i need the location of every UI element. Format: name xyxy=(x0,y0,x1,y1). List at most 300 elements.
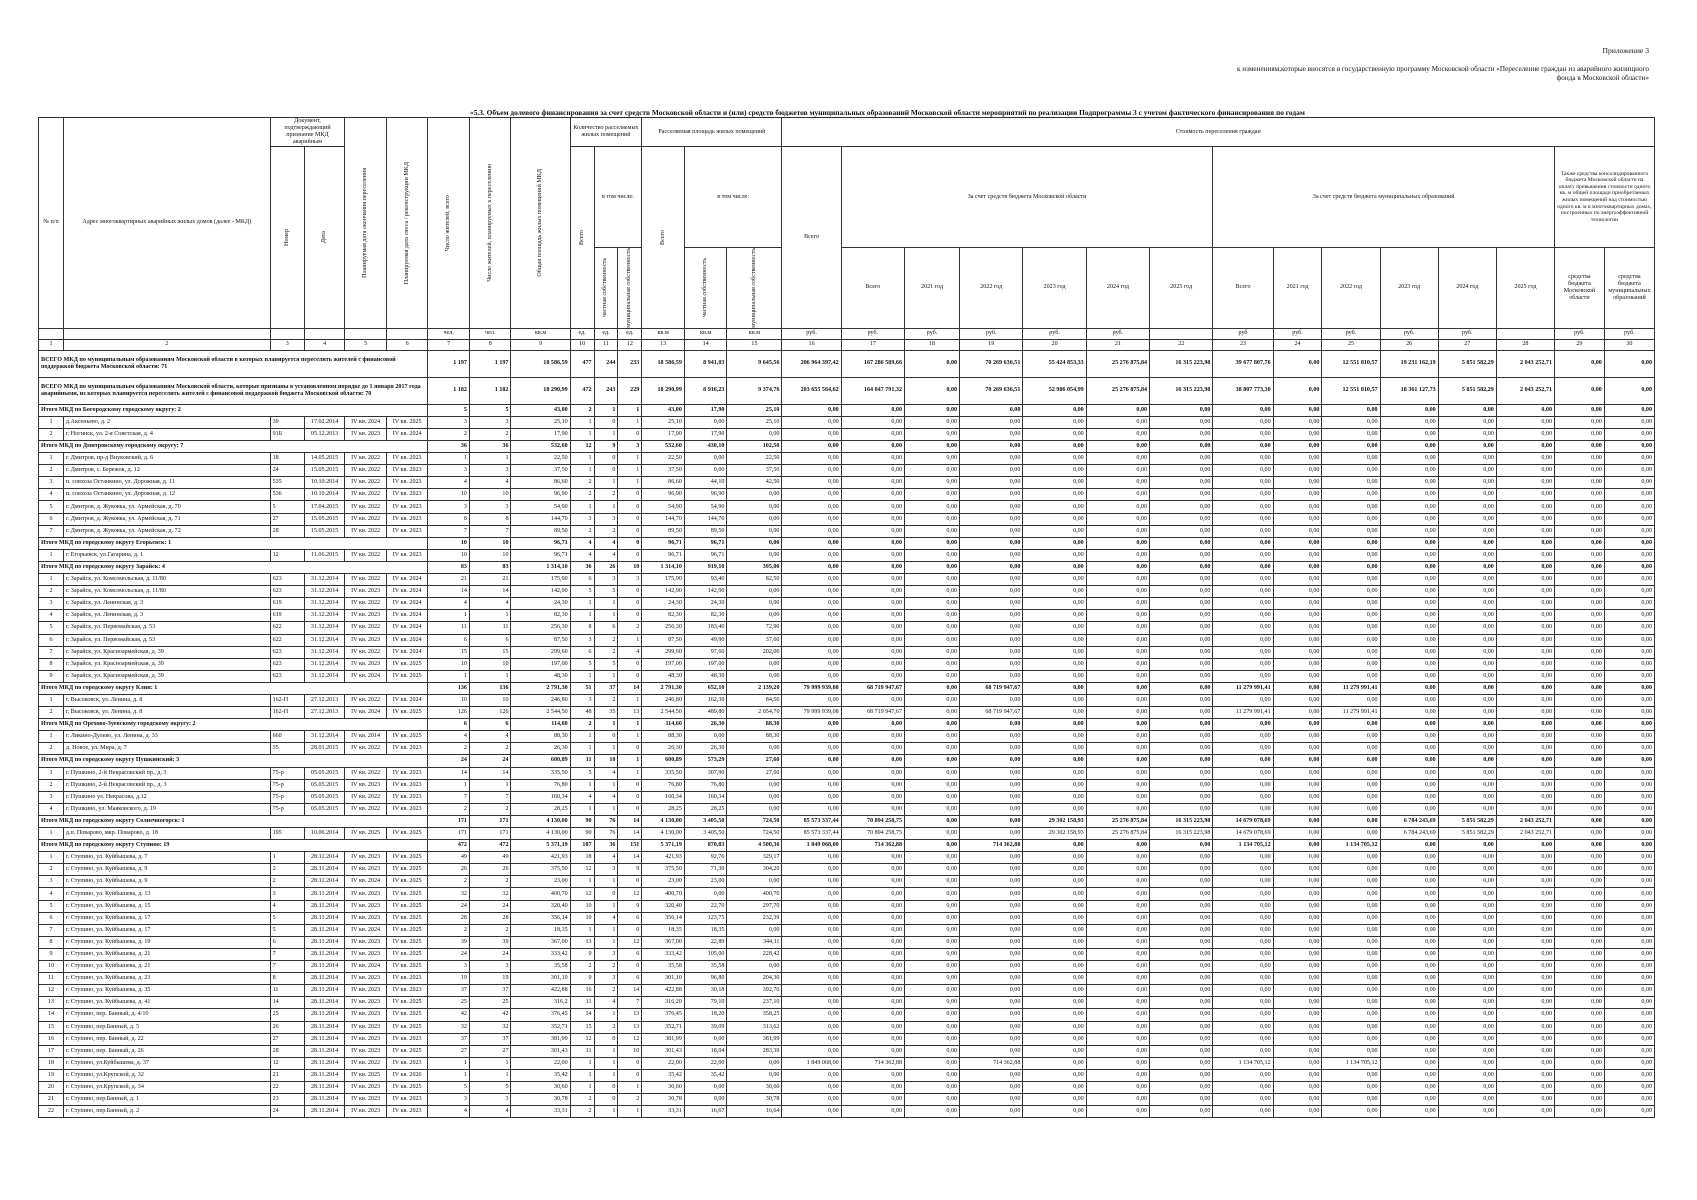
row-number: 7 xyxy=(39,525,64,537)
value-cell: 42 xyxy=(469,1009,511,1021)
address-cell: г. Ступино, пер.Банный, д. 5 xyxy=(63,1021,270,1033)
value-cell: 0,00 xyxy=(905,719,960,731)
value-cell: 320,40 xyxy=(511,900,570,912)
value-cell: 22,70 xyxy=(684,900,727,912)
value-cell: 0,00 xyxy=(1496,622,1554,634)
value-cell: 0,00 xyxy=(1322,1021,1380,1033)
value-cell: 171 xyxy=(469,815,511,827)
value-cell: 0,00 xyxy=(684,731,727,743)
column-number: 10 xyxy=(570,339,594,350)
value-cell: 17,90 xyxy=(511,428,570,440)
value-cell: 123,75 xyxy=(684,912,727,924)
value-cell: 0,00 xyxy=(1496,465,1554,477)
value-cell: 0,00 xyxy=(905,1069,960,1081)
value-cell: 0,00 xyxy=(1023,404,1086,416)
col-plan-end-header: Планируемая дата окончания переселения xyxy=(345,118,387,329)
value-cell: 1 xyxy=(594,610,618,622)
value-cell: 142,90 xyxy=(684,586,727,598)
value-cell: 0,00 xyxy=(1555,416,1605,428)
value-cell: 0,00 xyxy=(1555,598,1605,610)
value-cell: 2 139,20 xyxy=(727,682,782,694)
unit-cell xyxy=(345,328,387,339)
value-cell: 5 xyxy=(570,586,594,598)
value-cell: 0,00 xyxy=(1496,1045,1554,1057)
value-cell: 0,00 xyxy=(1438,707,1496,719)
value-cell: 7 xyxy=(428,525,470,537)
row-number: 2 xyxy=(39,707,64,719)
value-cell: 0,00 xyxy=(1555,1069,1605,1081)
value-cell: 11 xyxy=(428,622,470,634)
value-cell: 0,00 xyxy=(684,888,727,900)
row-number: 17 xyxy=(39,1045,64,1057)
value-cell: 0 xyxy=(618,1057,642,1069)
value-cell: 10 xyxy=(428,489,470,501)
value-cell: 27,60 xyxy=(727,755,782,767)
value-cell: 421,93 xyxy=(511,852,570,864)
value-cell: 0,00 xyxy=(1273,549,1322,561)
value-cell: 0,00 xyxy=(1273,634,1322,646)
value-cell: 0,00 xyxy=(1380,1081,1438,1093)
value-cell: 0 xyxy=(618,586,642,598)
value-cell: 0,00 xyxy=(1322,1009,1380,1021)
address-cell: г. Высоковск, ул. Ленина, д. 8 xyxy=(63,694,270,706)
value-cell: 68 719 947,67 xyxy=(841,707,904,719)
value-cell: 0,00 xyxy=(905,622,960,634)
row-number: 10 xyxy=(39,961,64,973)
value-cell: 0,00 xyxy=(1273,501,1322,513)
value-cell: 0,00 xyxy=(905,1094,960,1106)
doc-date-cell: 05.05.2015 xyxy=(304,791,345,803)
value-cell: 0,00 xyxy=(905,948,960,960)
value-cell: 0,00 xyxy=(727,876,782,888)
value-cell: 0,00 xyxy=(1604,961,1654,973)
value-cell: 160,34 xyxy=(511,791,570,803)
value-cell: 15 xyxy=(469,646,511,658)
value-cell: 0,00 xyxy=(782,598,841,610)
value-cell: 0,00 xyxy=(1150,840,1213,852)
value-cell: 38 807 773,30 xyxy=(1213,377,1273,404)
value-cell: 0,00 xyxy=(905,743,960,755)
value-cell: 175,90 xyxy=(642,574,685,586)
value-cell: 1 134 705,12 xyxy=(1322,840,1380,852)
value-cell: 0,00 xyxy=(1604,441,1654,453)
doc-number-cell: 25 xyxy=(270,1009,304,1021)
value-cell: 16 315 223,98 xyxy=(1150,828,1213,840)
value-cell: 0,00 xyxy=(1213,501,1273,513)
value-cell: 0,00 xyxy=(1555,743,1605,755)
value-cell: 0,00 xyxy=(1273,731,1322,743)
value-cell: 142,90 xyxy=(642,586,685,598)
value-cell: 0,00 xyxy=(1150,598,1213,610)
value-cell: 0,00 xyxy=(1150,1033,1213,1045)
value-cell: 0,00 xyxy=(1496,1081,1554,1093)
value-cell: 11 xyxy=(469,622,511,634)
value-cell: 3 xyxy=(570,694,594,706)
col-mun-2024-header: 2024 год xyxy=(1438,248,1496,329)
value-cell: 0,00 xyxy=(841,513,904,525)
value-cell: 96,90 xyxy=(642,489,685,501)
value-cell: 0 xyxy=(618,501,642,513)
value-cell: 400,70 xyxy=(511,888,570,900)
value-cell: 37,50 xyxy=(511,465,570,477)
value-cell: 0,00 xyxy=(1273,525,1322,537)
value-cell: 0,00 xyxy=(1086,948,1149,960)
plan-end-cell: IV кв. 2024 xyxy=(345,961,387,973)
value-cell: 0,00 xyxy=(1086,1009,1149,1021)
value-cell: 0,00 xyxy=(1438,743,1496,755)
unit-cell xyxy=(63,328,270,339)
table-row xyxy=(39,428,1655,440)
row-label: Итого МКД по городскому округу Солнечногорск: 1 xyxy=(39,815,428,827)
value-cell: 10 xyxy=(428,537,470,549)
value-cell: 0,00 xyxy=(960,924,1023,936)
value-cell: 0,00 xyxy=(841,1106,904,1118)
value-cell: 0,00 xyxy=(1213,719,1273,731)
value-cell: 0,00 xyxy=(1213,1021,1273,1033)
value-cell: 0,00 xyxy=(1555,755,1605,767)
value-cell: 0,00 xyxy=(1438,864,1496,876)
value-cell: 1 xyxy=(618,755,642,767)
value-cell: 256,30 xyxy=(511,622,570,634)
value-cell: 96,71 xyxy=(642,537,685,549)
value-cell: 0,00 xyxy=(1380,489,1438,501)
value-cell: 381,99 xyxy=(642,1033,685,1045)
value-cell: 89,50 xyxy=(684,525,727,537)
value-cell: 30,78 xyxy=(642,1094,685,1106)
value-cell: 0,00 xyxy=(1150,428,1213,440)
value-cell: 0,00 xyxy=(1380,453,1438,465)
value-cell: 0,00 xyxy=(841,852,904,864)
value-cell: 4 xyxy=(428,598,470,610)
value-cell: 0,00 xyxy=(1604,1094,1654,1106)
doc-number-cell: 91Б xyxy=(270,428,304,440)
plan-demol-cell: IV кв. 2025 xyxy=(386,670,428,682)
value-cell: 1 xyxy=(594,936,618,948)
value-cell: 4 xyxy=(594,549,618,561)
value-cell: 352,71 xyxy=(642,1021,685,1033)
column-number: 6 xyxy=(386,339,428,350)
value-cell: 0,00 xyxy=(1273,428,1322,440)
plan-end-cell: IV кв. 2023 xyxy=(345,1106,387,1118)
value-cell: 724,50 xyxy=(727,828,782,840)
unit-cell xyxy=(270,328,304,339)
doc-date-cell: 31.12.2014 xyxy=(304,634,345,646)
plan-end-cell: IV кв. 2024 xyxy=(345,416,387,428)
value-cell: 358,25 xyxy=(727,1009,782,1021)
value-cell: 0,00 xyxy=(1555,803,1605,815)
value-cell: 0,00 xyxy=(1023,561,1086,573)
value-cell: 0,00 xyxy=(1150,416,1213,428)
value-cell: 2 xyxy=(428,876,470,888)
value-cell: 316,2 xyxy=(511,997,570,1009)
value-cell: 18 290,99 xyxy=(642,377,685,404)
value-cell: 0,00 xyxy=(1086,428,1149,440)
value-cell: 0,00 xyxy=(960,828,1023,840)
value-cell: 0,00 xyxy=(1023,586,1086,598)
value-cell: 0,00 xyxy=(960,961,1023,973)
col-mun-2023-header: 2023 год xyxy=(1380,248,1438,329)
value-cell: 0,00 xyxy=(841,973,904,985)
value-cell: 0,00 xyxy=(1086,707,1149,719)
col-mun-total-header: Всего xyxy=(1213,248,1273,329)
value-cell: 0,00 xyxy=(905,477,960,489)
value-cell: 0,00 xyxy=(1023,924,1086,936)
value-cell: 14 679 078,69 xyxy=(1213,828,1273,840)
value-cell: 0,00 xyxy=(1438,694,1496,706)
value-cell: 3 xyxy=(428,465,470,477)
value-cell: 0,00 xyxy=(1213,997,1273,1009)
value-cell: 6 xyxy=(618,948,642,960)
value-cell: 164 847 791,32 xyxy=(841,377,904,404)
value-cell: 0,00 xyxy=(1273,377,1322,404)
value-cell: 16,64 xyxy=(727,1106,782,1118)
value-cell: 1 xyxy=(594,1009,618,1021)
address-cell: г. Зарайск, ул. Ленинская, д. 3 xyxy=(63,610,270,622)
value-cell: 4 500,36 xyxy=(727,840,782,852)
value-cell: 0,00 xyxy=(1322,719,1380,731)
plan-end-cell: IV кв. 2022 xyxy=(345,622,387,634)
value-cell: 16 xyxy=(570,985,594,997)
value-cell: 0,00 xyxy=(1496,743,1554,755)
value-cell: 0,00 xyxy=(1438,670,1496,682)
value-cell: 0,00 xyxy=(960,416,1023,428)
value-cell: 84,50 xyxy=(727,694,782,706)
value-cell: 1 xyxy=(570,670,594,682)
value-cell: 283,39 xyxy=(727,1045,782,1057)
value-cell: 0,00 xyxy=(1555,694,1605,706)
value-cell: 3 405,50 xyxy=(684,815,727,827)
plan-end-cell: IV кв. 2023 xyxy=(345,936,387,948)
value-cell: 0,00 xyxy=(1438,719,1496,731)
value-cell: 356,14 xyxy=(642,912,685,924)
unit-cell: руб. xyxy=(905,328,960,339)
value-cell: 36 xyxy=(594,840,618,852)
value-cell: 0,00 xyxy=(1555,1081,1605,1093)
value-cell: 0,00 xyxy=(1604,707,1654,719)
value-cell: 0,00 xyxy=(1380,912,1438,924)
value-cell: 82,30 xyxy=(511,610,570,622)
value-cell: 76,80 xyxy=(642,779,685,791)
value-cell: 0,00 xyxy=(1604,973,1654,985)
value-cell: 11 279 991,41 xyxy=(1322,682,1380,694)
value-cell: 0,00 xyxy=(1555,465,1605,477)
value-cell: 24 xyxy=(428,948,470,960)
value-cell: 400,70 xyxy=(642,888,685,900)
plan-demol-cell: IV кв. 2024 xyxy=(386,694,428,706)
value-cell: 0,00 xyxy=(727,791,782,803)
value-cell: 0,00 xyxy=(1604,350,1654,377)
value-cell: 13 xyxy=(618,1021,642,1033)
value-cell: 0,00 xyxy=(1273,803,1322,815)
value-cell: 0 xyxy=(618,803,642,815)
value-cell: 5 xyxy=(469,404,511,416)
table-row xyxy=(39,961,1655,973)
value-cell: 0,00 xyxy=(1438,682,1496,694)
value-cell: 0,00 xyxy=(1380,682,1438,694)
value-cell: 0,00 xyxy=(782,513,841,525)
value-cell: 0,00 xyxy=(727,658,782,670)
value-cell: 0,00 xyxy=(1213,900,1273,912)
value-cell: 0,00 xyxy=(1555,428,1605,440)
address-cell: п. совхоза Останкино, ул. Дорожная, д. 11 xyxy=(63,477,270,489)
table-row xyxy=(39,574,1655,586)
value-cell: 0,00 xyxy=(905,646,960,658)
value-cell: 0,00 xyxy=(1273,416,1322,428)
value-cell: 0,00 xyxy=(782,936,841,948)
value-cell: 27 xyxy=(469,1045,511,1057)
value-cell: 0,00 xyxy=(960,900,1023,912)
value-cell: 1 xyxy=(570,924,594,936)
value-cell: 0,00 xyxy=(960,428,1023,440)
value-cell: 55 424 853,33 xyxy=(1023,350,1086,377)
value-cell: 0,00 xyxy=(1322,694,1380,706)
value-cell: 0,00 xyxy=(1213,598,1273,610)
value-cell: 0,00 xyxy=(1273,864,1322,876)
value-cell: 3 xyxy=(469,416,511,428)
value-cell: 0,00 xyxy=(1438,888,1496,900)
table-row xyxy=(39,997,1655,1009)
value-cell: 1 134 705,12 xyxy=(1213,1057,1273,1069)
value-cell: 2 043 252,71 xyxy=(1496,815,1554,827)
value-cell: 0,00 xyxy=(1273,658,1322,670)
value-cell: 0,00 xyxy=(1273,973,1322,985)
value-cell: 0,00 xyxy=(905,489,960,501)
value-cell: 0,00 xyxy=(1213,767,1273,779)
value-cell: 0,00 xyxy=(1604,428,1654,440)
value-cell: 0,00 xyxy=(1604,888,1654,900)
value-cell: 0,00 xyxy=(1273,1094,1322,1106)
plan-demol-cell: IV кв. 2025 xyxy=(386,852,428,864)
table-row xyxy=(39,912,1655,924)
plan-demol-cell: IV кв. 2025 xyxy=(386,1009,428,1021)
value-cell: 1 xyxy=(594,876,618,888)
value-cell: 0,00 xyxy=(1150,513,1213,525)
value-cell: 0,00 xyxy=(1322,1094,1380,1106)
value-cell: 11 xyxy=(570,1045,594,1057)
value-cell: 25,10 xyxy=(511,416,570,428)
value-cell: 0,00 xyxy=(1322,574,1380,586)
value-cell: 0,00 xyxy=(905,936,960,948)
value-cell: 0,00 xyxy=(782,404,841,416)
value-cell: 0,00 xyxy=(1086,888,1149,900)
doc-date-cell: 28.11.2014 xyxy=(304,924,345,936)
value-cell: 0,00 xyxy=(960,465,1023,477)
value-cell: 313,62 xyxy=(727,1021,782,1033)
doc-date-cell: 31.12.2014 xyxy=(304,731,345,743)
value-cell: 26,30 xyxy=(684,743,727,755)
value-cell: 0,00 xyxy=(1380,1094,1438,1106)
value-cell: 0,00 xyxy=(1086,791,1149,803)
column-number: 13 xyxy=(642,339,685,350)
value-cell: 0,00 xyxy=(1380,973,1438,985)
address-cell: г. Пушкино, ул. Маяковского, д. 19 xyxy=(63,803,270,815)
value-cell: 0,00 xyxy=(1273,840,1322,852)
value-cell: 0,00 xyxy=(1322,465,1380,477)
plan-end-cell: IV кв. 2023 xyxy=(345,888,387,900)
value-cell: 0,00 xyxy=(1604,477,1654,489)
doc-date-cell: 27.12.2013 xyxy=(304,694,345,706)
plan-demol-cell: IV кв. 2025 xyxy=(386,1021,428,1033)
doc-date-cell: 28.01.2015 xyxy=(304,743,345,755)
value-cell: 0,00 xyxy=(1496,840,1554,852)
value-cell: 0 xyxy=(618,743,642,755)
value-cell: 0,00 xyxy=(1555,985,1605,997)
value-cell: 5 371,19 xyxy=(511,840,570,852)
value-cell: 0,00 xyxy=(1555,852,1605,864)
value-cell: 0,00 xyxy=(1380,658,1438,670)
row-number: 2 xyxy=(39,743,64,755)
value-cell: 0,00 xyxy=(1604,537,1654,549)
plan-demol-cell: IV кв. 2025 xyxy=(386,997,428,1009)
plan-demol-cell: IV кв. 2024 xyxy=(386,598,428,610)
value-cell: 0,00 xyxy=(960,864,1023,876)
value-cell: 1 xyxy=(618,477,642,489)
value-cell: 0,00 xyxy=(841,743,904,755)
value-cell: 0,00 xyxy=(1604,453,1654,465)
row-number: 1 xyxy=(39,453,64,465)
value-cell: 4 xyxy=(469,598,511,610)
value-cell: 0,00 xyxy=(841,416,904,428)
value-cell: 96,71 xyxy=(511,537,570,549)
value-cell: 301,43 xyxy=(642,1045,685,1057)
value-cell: 0,00 xyxy=(1150,852,1213,864)
column-number: 25 xyxy=(1322,339,1380,350)
value-cell: 0,00 xyxy=(905,1033,960,1045)
value-cell: 10 xyxy=(469,489,511,501)
value-cell: 37 xyxy=(428,985,470,997)
table-row xyxy=(39,852,1655,864)
plan-end-cell: IV кв. 2023 xyxy=(345,900,387,912)
value-cell: 0,00 xyxy=(1438,1081,1496,1093)
value-cell: 381,99 xyxy=(511,1033,570,1045)
value-cell: 0,00 xyxy=(1023,973,1086,985)
col-doc-num-header: Номер xyxy=(270,147,304,329)
value-cell: 0,00 xyxy=(905,1081,960,1093)
value-cell: 0,00 xyxy=(1213,670,1273,682)
value-cell: 0,00 xyxy=(841,1021,904,1033)
value-cell: 88,30 xyxy=(727,731,782,743)
doc-number-cell: 6 xyxy=(270,936,304,948)
value-cell: 0,00 xyxy=(1496,549,1554,561)
value-cell: 0,00 xyxy=(1213,658,1273,670)
value-cell: 18 586,59 xyxy=(642,350,685,377)
address-cell: г. Ступино, ул. Куйбышева, д. 19 xyxy=(63,936,270,948)
value-cell: 0,00 xyxy=(1023,598,1086,610)
value-cell: 0,00 xyxy=(1273,610,1322,622)
value-cell: 0,00 xyxy=(1213,549,1273,561)
value-cell: 3 xyxy=(428,1094,470,1106)
value-cell: 0,00 xyxy=(1023,791,1086,803)
table-row xyxy=(39,803,1655,815)
column-number: 23 xyxy=(1213,339,1273,350)
value-cell: 2 xyxy=(618,622,642,634)
value-cell: 0 xyxy=(618,549,642,561)
value-cell: 0,00 xyxy=(1438,900,1496,912)
doc-number-cell: 623 xyxy=(270,586,304,598)
value-cell: 85 573 337,44 xyxy=(782,828,841,840)
value-cell: 0,00 xyxy=(1150,719,1213,731)
value-cell: 0,00 xyxy=(1213,489,1273,501)
unit-cell: ед. xyxy=(618,328,642,339)
value-cell: 0,00 xyxy=(1322,670,1380,682)
doc-date-cell: 28.11.2014 xyxy=(304,900,345,912)
table-row xyxy=(39,465,1655,477)
value-cell: 0,00 xyxy=(1322,961,1380,973)
value-cell: 0,00 xyxy=(1213,453,1273,465)
value-cell: 0,00 xyxy=(1604,1009,1654,1021)
value-cell: 0,00 xyxy=(1438,852,1496,864)
value-cell: 472 xyxy=(469,840,511,852)
